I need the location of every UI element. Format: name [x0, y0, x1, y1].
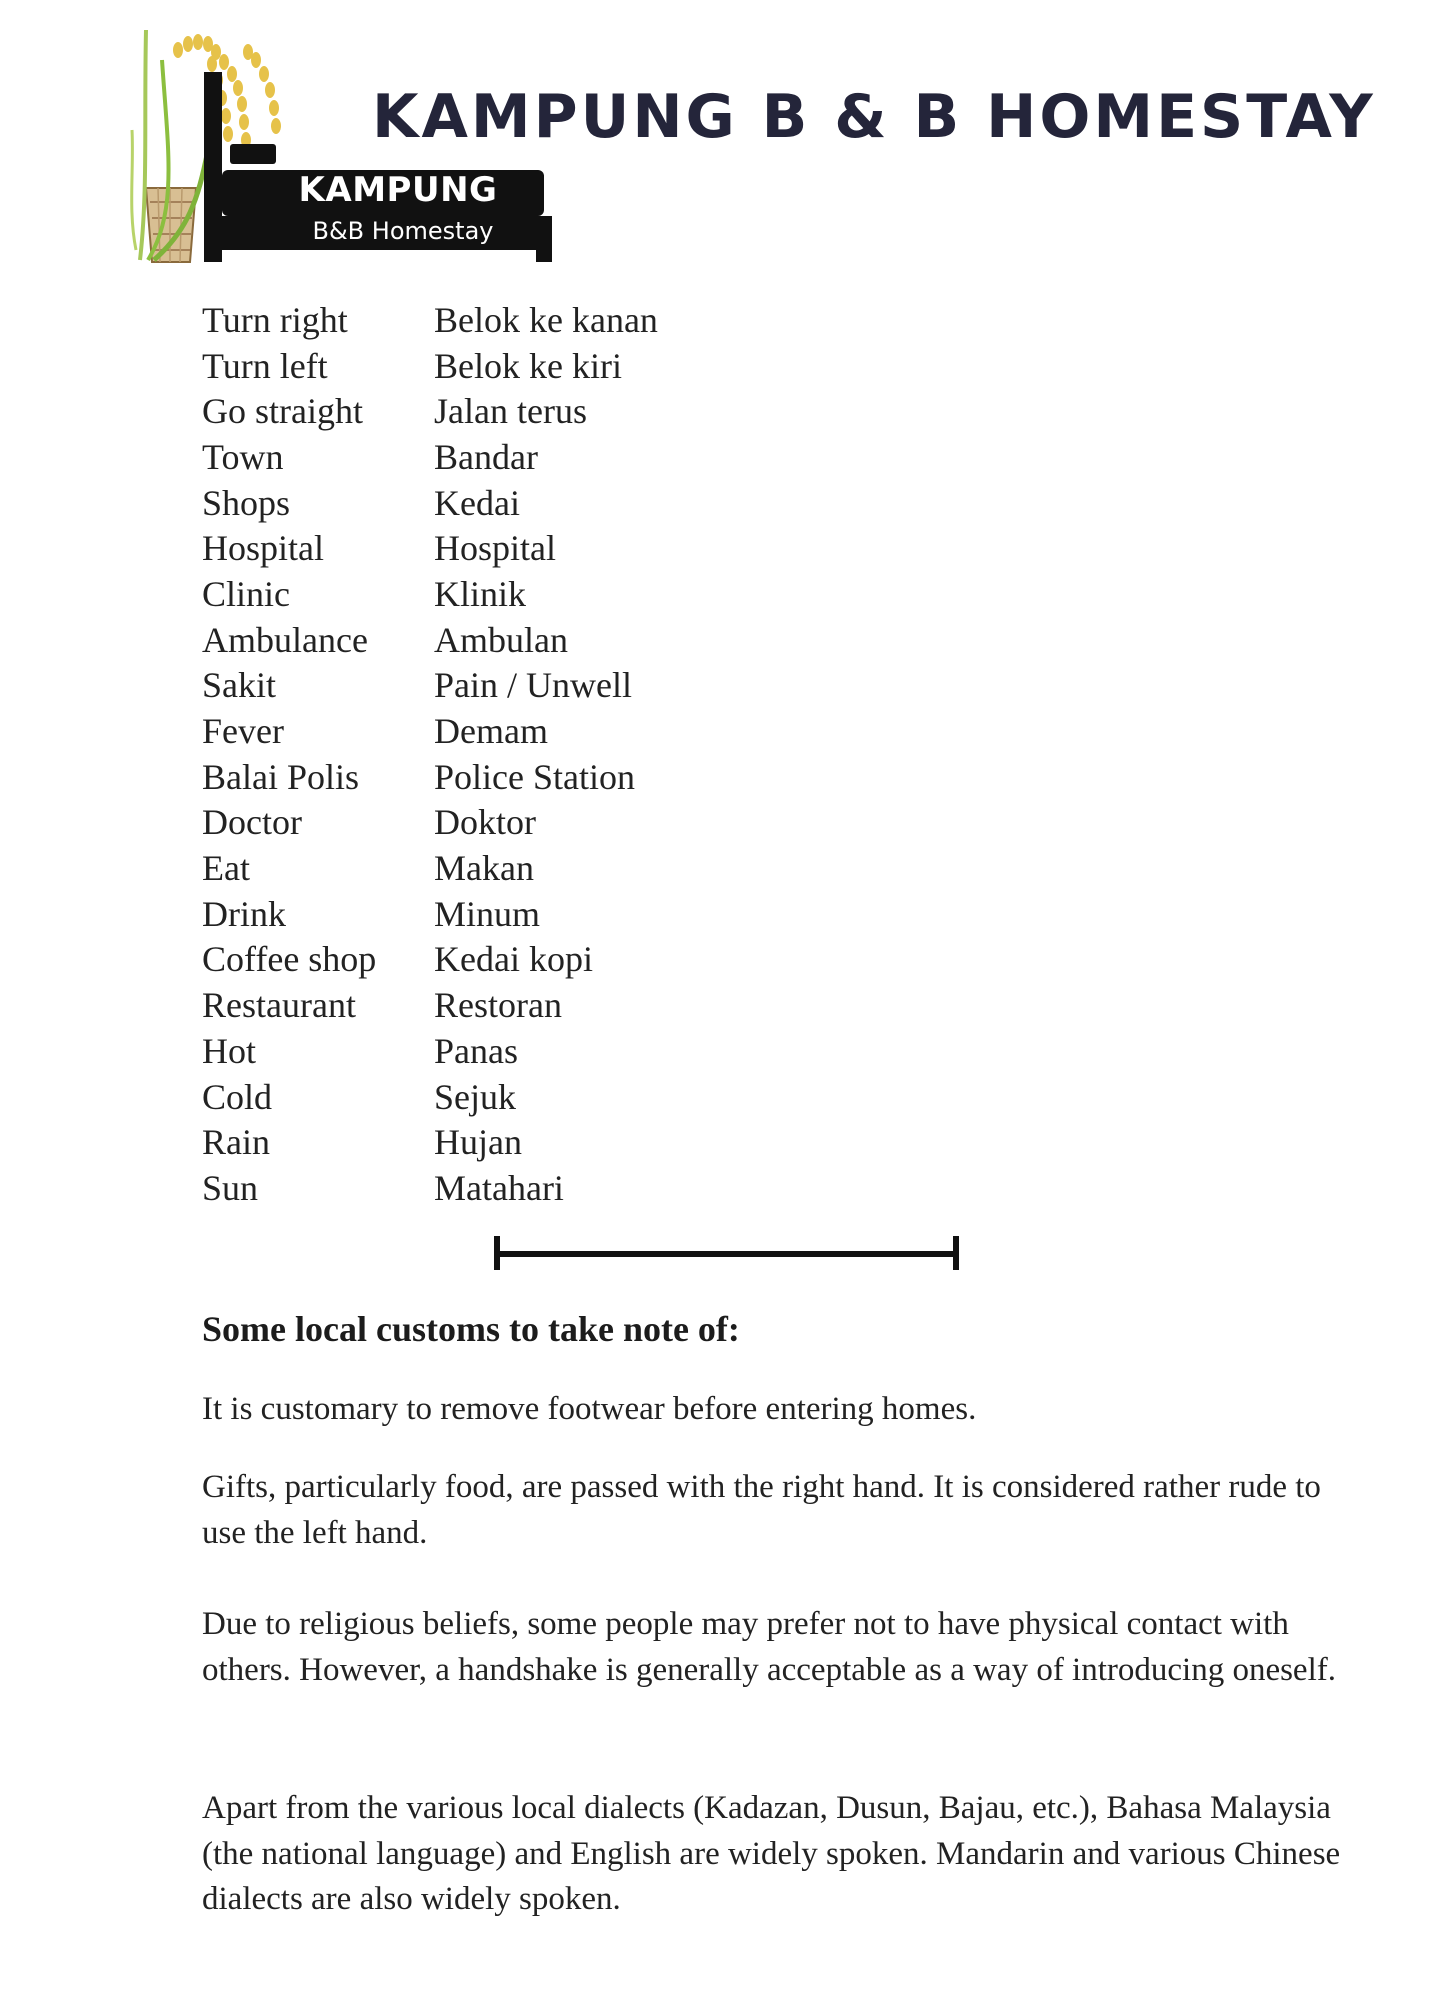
vocabulary-row: [202, 1074, 658, 1120]
english-term: Hospital: [202, 528, 324, 569]
malay-term: Kedai: [434, 482, 520, 523]
vocabulary-row: [202, 297, 658, 343]
vocabulary-row: [202, 525, 658, 571]
english-term: Ambulance: [202, 619, 368, 660]
english-term: Town: [202, 436, 284, 477]
english-term: Eat: [202, 848, 250, 889]
logo-name: KAMPUNG: [298, 170, 498, 210]
vocabulary-row: [202, 1028, 658, 1074]
malay-term: Hujan: [434, 1122, 522, 1163]
customs-paragraph-contact: Due to religious beliefs, some people may prefer not to have physical contact with others. However, a handshake is generally acceptable as a way of introducing oneself.: [202, 1606, 1336, 1688]
divider-left-cap: [494, 1236, 500, 1270]
malay-term: Hospital: [434, 528, 556, 569]
english-term: Go straight: [202, 391, 363, 432]
malay-term: Matahari: [434, 1167, 564, 1208]
vocabulary-row: [202, 571, 658, 617]
customs-heading: Some local customs to take note of:: [202, 1309, 740, 1349]
english-term: Drink: [202, 893, 286, 934]
malay-term: Makan: [434, 848, 534, 889]
vocabulary-row: [202, 663, 658, 709]
malay-term: Pain / Unwell: [434, 665, 632, 706]
vocabulary-row: [202, 480, 658, 526]
malay-term: Police Station: [434, 756, 635, 797]
vocabulary-row: [202, 617, 658, 663]
english-term: Doctor: [202, 802, 302, 843]
vocabulary-row: [202, 388, 658, 434]
vocabulary-row: [202, 1119, 658, 1165]
vocabulary-row: [202, 754, 658, 800]
english-term: Sakit: [202, 665, 277, 706]
malay-term: Kedai kopi: [434, 939, 593, 980]
english-term: Restaurant: [202, 985, 356, 1026]
divider-right-cap: [953, 1236, 959, 1270]
vocabulary-row: [202, 937, 658, 983]
english-term: Turn right: [202, 299, 348, 340]
english-term: Cold: [202, 1076, 273, 1117]
vocabulary-row: [202, 1165, 658, 1211]
malay-term: Panas: [434, 1030, 518, 1071]
malay-term: Bandar: [434, 436, 538, 477]
english-term: Sun: [202, 1167, 259, 1208]
vocabulary-list: [202, 297, 658, 1211]
malay-term: Minum: [434, 893, 541, 934]
malay-term: Ambulan: [434, 619, 568, 660]
malay-term: Doktor: [434, 802, 536, 843]
malay-term: Sejuk: [434, 1076, 517, 1117]
malay-term: Restoran: [434, 985, 562, 1026]
malay-term: Klinik: [434, 573, 527, 614]
english-term: Turn left: [202, 345, 328, 386]
vocabulary-row: [202, 845, 658, 891]
page-title: KAMPUNG B & B HOMESTAY: [372, 82, 1376, 152]
malay-term: Demam: [434, 711, 548, 752]
english-term: Rain: [202, 1122, 270, 1163]
logo-subtitle: B&B Homestay: [312, 217, 494, 245]
customs-paragraph-gifts: Gifts, particularly food, are passed with the right hand. It is considered rather rude to use the left hand.: [202, 1469, 1321, 1551]
malay-term: Belok ke kiri: [434, 345, 622, 386]
english-term: Balai Polis: [202, 756, 360, 797]
vocabulary-row: [202, 343, 658, 389]
english-term: Shops: [202, 482, 291, 523]
english-term: Hot: [202, 1030, 256, 1071]
divider-bar: [494, 1251, 959, 1257]
malay-term: Belok ke kanan: [434, 299, 658, 340]
customs-paragraph-languages: Apart from the various local dialects (Kadazan, Dusun, Bajau, etc.), Bahasa Malaysia (the national language) and English are widely spoken. Mandarin and various Chinese dialects are also widely spoken.: [202, 1790, 1341, 1917]
customs-paragraph-footwear: It is customary to remove footwear before entering homes.: [202, 1391, 977, 1427]
vocabulary-row: [202, 891, 658, 937]
english-term: Clinic: [202, 573, 290, 614]
vocabulary-row: [202, 708, 658, 754]
vocabulary-row: [202, 800, 658, 846]
section-divider: [494, 1236, 959, 1270]
english-term: Fever: [202, 711, 284, 752]
vocabulary-row: [202, 434, 658, 480]
vocabulary-row: [202, 982, 658, 1028]
malay-term: Jalan terus: [434, 391, 587, 432]
english-term: Coffee shop: [202, 939, 377, 980]
